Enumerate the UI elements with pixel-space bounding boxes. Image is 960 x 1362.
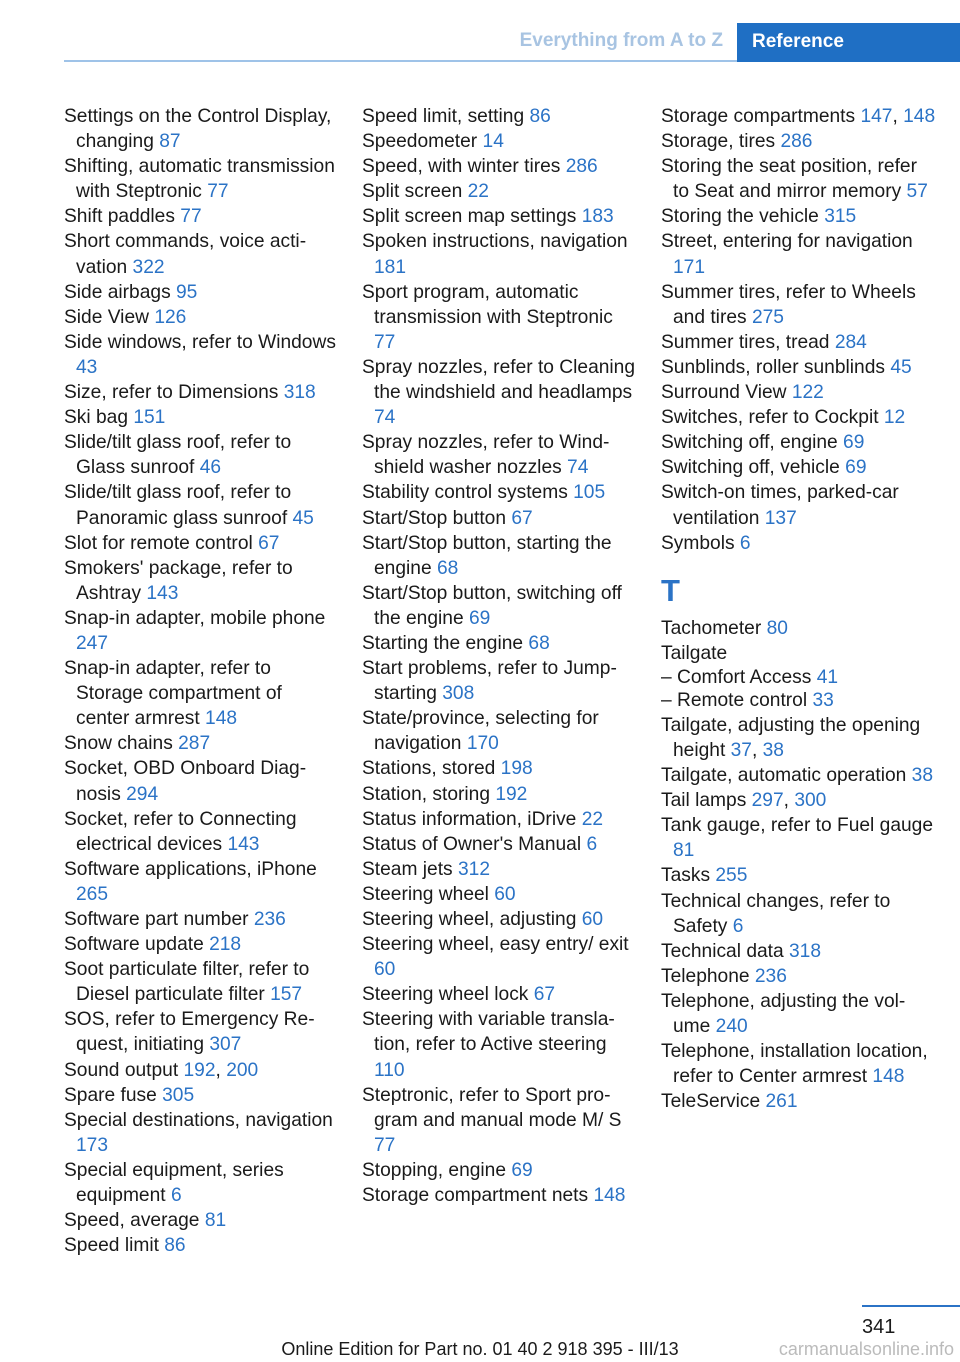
page-link[interactable]: 22 [467,181,489,203]
page-link[interactable]: 38 [762,739,784,761]
index-entry [362,280,637,355]
page-link[interactable]: 77 [180,206,202,228]
index-term: Special equipment, series equipment [64,1159,284,1207]
edition-note: Online Edition for Part no. 01 40 2 918 395 - III/13 [281,1339,679,1359]
index-entry [64,556,339,606]
page-link[interactable]: 80 [766,617,788,639]
page-link[interactable]: 147 [860,106,893,127]
page-link[interactable]: 67 [511,507,533,529]
index-term: Spoken instructions, navigation [362,231,628,253]
page-separator: , [783,790,795,812]
index-term: Ski bag [64,407,134,429]
page-link[interactable]: 236 [253,909,286,930]
page-link[interactable]: 77 [207,181,229,203]
index-entry [64,380,339,405]
index-term: SOS, refer to Emergency Request, initiating [64,1009,315,1056]
index-entry [362,807,637,832]
index-entry [661,641,936,666]
page-link[interactable]: 68 [436,557,459,579]
index-term: Spray nozzles, refer to Cleaning the windshield and headlamps [362,356,636,404]
index-entry [661,788,936,813]
index-entry [362,907,637,932]
section-title: Everything from A to Z [519,30,723,51]
index-term: Tasks [661,865,716,887]
index-entry [64,154,339,204]
index-entry [661,204,936,229]
index-term: Storing the vehicle [661,206,825,228]
index-entry [64,305,339,330]
page-link[interactable]: 87 [159,131,181,153]
page-link[interactable]: 315 [824,206,857,228]
page-link[interactable]: 86 [529,106,551,127]
index-term: Tail lamps [661,790,752,812]
page-link[interactable]: 126 [154,306,187,328]
index-entry [661,531,936,556]
page-link[interactable]: 122 [791,382,824,404]
index-entry [362,204,637,229]
index-term: Short commands, voice activation [64,231,307,278]
page-link[interactable]: 287 [178,733,211,755]
index-entry [64,1208,339,1233]
page-link[interactable]: 294 [126,783,159,805]
index-term: Steering wheel lock [362,984,534,1006]
page-link[interactable]: 69 [511,1159,533,1181]
index-term: Tailgate, automatic operation [661,765,912,787]
page-link[interactable]: 95 [176,281,198,303]
page-link[interactable]: 57 [906,181,928,203]
page-link[interactable]: 60 [494,883,516,905]
index-term: Sunblinds, roller sunblinds [661,356,891,378]
index-entry [362,1083,637,1158]
page-link[interactable]: 200 [226,1059,259,1081]
index-entry [64,330,339,380]
page-link[interactable]: 60 [374,959,396,981]
index-term: Storage compartments [661,106,861,127]
index-term: Telephone, installation location, refer to Center armrest [661,1041,928,1088]
index-term: Special destinations, navigation [64,1109,333,1131]
index-entry [362,506,637,531]
page-link[interactable]: 157 [270,984,303,1006]
page-separator: , [215,1059,227,1081]
index-entry [661,455,936,480]
index-term: Slide/tilt glass roof, refer to Panoramic glass sunroof [64,482,293,529]
index-entry [362,154,637,179]
page-link[interactable]: 265 [76,883,109,905]
index-term: Tailgate, adjusting the opening height [661,714,921,761]
index-entry [64,104,339,154]
page-link[interactable]: 173 [76,1134,109,1156]
index-term: Symbols [661,532,740,554]
index-entry [64,405,339,430]
index-term: Storage, tires [661,131,781,153]
chapter-tab: Reference [737,23,960,62]
page-link[interactable]: 312 [457,858,490,880]
index-entry [661,430,936,455]
index-entry [64,756,339,806]
index-entry [64,857,339,907]
page-link[interactable]: 148 [872,1066,905,1088]
index-term: Start problems, refer to Jump-starting [362,658,617,705]
index-term: Surround View [661,382,792,404]
index-entry [661,889,936,939]
page-link[interactable]: 307 [209,1034,242,1056]
index-entry [661,1089,936,1114]
page-link[interactable]: 255 [715,865,748,887]
page-link[interactable]: 69 [845,457,867,479]
index-term: Steam jets [362,858,458,880]
index-entry [64,957,339,1007]
index-term: Speed limit [64,1235,165,1257]
index-term: Tailgate [661,642,728,664]
index-entry [64,807,339,857]
index-entry [661,380,936,405]
index-entry [362,229,637,279]
index-term: Speed, average [64,1210,205,1232]
page-link[interactable]: 86 [164,1235,186,1257]
page-link[interactable]: 74 [374,407,396,429]
page-link[interactable]: 33 [812,690,834,712]
index-entry [64,280,339,305]
index-entry [362,882,637,907]
index-term: Technical changes, refer to Safety [661,890,891,937]
index-entry [661,330,936,355]
index-term: Steering with variable translation, refer to Active steering [362,1009,615,1056]
page-link[interactable]: 110 [374,1059,405,1081]
watermark: carmanualsonline.info [778,1339,954,1359]
index-term: Street, entering for navigation [661,231,913,253]
index-term: Stability control systems [362,482,574,504]
page-link[interactable]: 38 [911,765,933,787]
index-term: Steptronic, refer to Sport program and manual mode M/ S [362,1084,622,1131]
index-term: Station, storing [362,783,496,805]
index-term: Side airbags [64,281,176,303]
page-link[interactable]: 275 [751,306,784,328]
index-term: Split screen [362,181,468,203]
page-link[interactable]: 318 [789,940,822,962]
page-link[interactable]: 318 [283,382,316,404]
index-term: Summer tires, tread [661,331,835,353]
index-entry [64,531,339,556]
index-term: Slide/tilt glass roof, refer to Glass sunroof [64,432,292,479]
page-link[interactable]: 67 [258,532,280,554]
index-entry [362,480,637,505]
index-term: Snap-in adapter, refer to Storage compartment of center armrest [64,658,282,730]
index-term: TeleService [661,1091,766,1113]
page-link[interactable]: 170 [466,733,499,755]
page-number: 341 [862,1316,896,1338]
index-term: Switches, refer to Cockpit [661,407,884,429]
index-term: Start/Stop button, starting the engine [362,532,612,579]
page-link[interactable]: 69 [843,432,865,454]
index-term: Snap-in adapter, mobile phone [64,607,326,629]
index-term: Telephone, adjusting the volume [661,990,906,1037]
page-link[interactable]: 148 [593,1185,626,1207]
index-entry [64,430,339,480]
index-term: Shift paddles [64,206,181,228]
index-subentry [661,689,936,713]
index-subentry [661,666,936,690]
index-term: Split screen map settings [362,206,582,228]
index-entry [362,756,637,781]
index-term: – Comfort Access [661,666,817,688]
index-term: Steering wheel, easy entry/ exit [362,934,629,956]
index-term: Slot for remote control [64,532,259,554]
index-entry [661,939,936,964]
index-term: Socket, OBD Onboard Diagnosis [64,758,307,805]
page-link[interactable]: 74 [567,457,589,479]
page-link[interactable]: 45 [292,507,314,529]
page-link[interactable]: 247 [76,632,109,654]
index-term: Technical data [661,940,789,962]
page-link[interactable]: 171 [673,256,706,278]
index-entry [661,104,936,129]
index-entry [362,1007,637,1082]
page-link[interactable]: 67 [533,984,556,1006]
page-link[interactable]: 137 [764,507,797,529]
page-link[interactable]: 37 [730,739,752,761]
page-link[interactable]: 297 [751,790,784,812]
index-entry [661,355,936,380]
index-term: Start/Stop button [362,507,512,529]
index-entry [362,631,637,656]
index-entry [661,154,936,204]
index-term: Storing the seat position, refer to Seat and mirror memory [661,156,917,203]
page-link[interactable]: 43 [76,356,98,378]
index-entry [661,713,936,763]
index-term: Status information, iDrive [362,808,582,830]
index-entry [64,1158,339,1208]
index-entry [362,129,637,154]
index-term: Snow chains [64,733,179,755]
index-entry [661,129,936,154]
page-link[interactable]: 81 [204,1210,227,1232]
index-term: Side View [64,306,155,328]
page-link[interactable]: 308 [442,683,475,705]
index-column-2 [362,104,637,1208]
page-separator: , [751,739,763,761]
index-column-1 [64,104,339,1258]
index-entry [64,480,339,530]
index-term: Sound output [64,1059,184,1081]
page-link[interactable]: 6 [586,833,598,855]
page-link[interactable]: 6 [170,1185,182,1207]
page-link[interactable]: 22 [581,808,604,830]
page-link[interactable]: 192 [495,783,528,805]
index-entry [661,989,936,1039]
index-term: Status of Owner's Manual [362,833,587,855]
index-entry [362,982,637,1007]
page-link[interactable]: 236 [754,965,787,987]
page-link[interactable]: 105 [573,482,606,504]
index-entry [64,606,339,656]
page-link[interactable]: 300 [794,790,827,812]
index-entry [661,763,936,788]
page-link[interactable]: 68 [528,632,550,654]
index-term: Stations, stored [362,758,501,780]
index-term: State/province, selecting for navigation [362,708,599,755]
page-link[interactable]: 192 [183,1059,216,1081]
index-entry [661,863,936,888]
index-entry [362,531,637,581]
index-entry [661,405,936,430]
index-entry [64,1233,339,1258]
index-term: Software applications, iPhone [64,858,317,880]
index-term: Speed limit, setting [362,106,530,127]
index-term: Tank gauge, refer to Fuel gauge [661,815,934,837]
index-term: Software update [64,934,210,956]
index-entry [661,1039,936,1089]
page-link[interactable]: 12 [883,407,906,429]
index-term: Stopping, engine [362,1159,512,1181]
index-entry [64,1058,339,1083]
index-term: Spray nozzles, refer to Windshield washer nozzles [362,432,610,479]
index-term: Smokers' package, refer to Ashtray [64,557,293,604]
page-link[interactable]: 218 [209,934,242,956]
index-entry [64,1083,339,1108]
index-term: Settings on the Control Display, changing [64,106,332,153]
page-link[interactable]: 148 [205,708,238,730]
index-term: Telephone [661,965,755,987]
index-entry [64,907,339,932]
index-term: Socket, refer to Connecting electrical devices [64,808,297,855]
index-term: Size, refer to Dimensions [64,382,284,404]
index-entry [362,857,637,882]
index-entry [362,430,637,480]
page-link[interactable]: 322 [132,256,165,278]
index-entry [661,280,936,330]
page-link[interactable]: 305 [162,1084,195,1106]
index-term: Summer tires, refer to Wheels and tires [661,281,916,328]
index-entry [661,616,936,641]
index-term: Switch-on times, parked-car ventilation [661,482,899,529]
index-entry [362,1158,637,1183]
index-entry [362,932,637,982]
index-entry [661,229,936,279]
index-term: Speedometer [362,131,483,153]
index-term: Start/Stop button, switching off the engine [362,582,622,629]
page-link[interactable]: 284 [834,331,867,353]
index-entry [661,964,936,989]
page-link[interactable]: 286 [780,131,813,153]
index-entry [362,656,637,706]
index-term: Sport program, automatic transmission with Steptronic [362,281,613,328]
index-term: Steering wheel, adjusting [362,909,582,930]
index-entry [661,813,936,863]
index-entry [362,104,637,129]
page-link[interactable]: 181 [374,256,407,278]
index-term: Starting the engine [362,632,529,654]
page-link[interactable]: 6 [739,532,751,554]
index-term: Speed, with winter tires [362,156,566,178]
index-entry [362,706,637,756]
page-link[interactable]: 183 [581,206,614,228]
index-term: Spare fuse [64,1084,163,1106]
page-link[interactable]: 261 [765,1091,798,1113]
index-term: Tachometer [661,617,767,639]
index-term: Shifting, automatic transmission with Steptronic [64,156,335,203]
page-link[interactable]: 60 [581,909,604,930]
index-entry [64,1108,339,1158]
page-link[interactable]: 240 [715,1016,748,1037]
index-entry [661,480,936,530]
page-link[interactable]: 41 [816,666,839,688]
page-link[interactable]: 77 [374,1134,396,1156]
index-entry [64,204,339,229]
page-link[interactable]: 69 [468,607,491,629]
page-link[interactable]: 151 [133,407,166,429]
index-entry [64,932,339,957]
index-term: Software part number [64,909,254,930]
index-entry [362,1183,637,1208]
page-link[interactable]: 46 [199,457,222,479]
page-link[interactable]: 14 [482,131,504,153]
index-entry [362,782,637,807]
index-term: Steering wheel [362,883,495,905]
page-link[interactable]: 77 [374,331,396,353]
page-link[interactable]: 143 [146,582,179,604]
index-entry [64,1007,339,1057]
page-link[interactable]: 143 [227,833,260,855]
index-entry [64,229,339,279]
index-entry [362,832,637,857]
index-term: Side windows, refer to Windows [64,331,336,353]
page-separator: , [892,106,904,127]
index-entry [362,581,637,631]
index-entry [64,656,339,731]
index-entry [362,179,637,204]
index-term: – Remote control [661,690,813,712]
page-link[interactable]: 45 [890,356,912,378]
index-column-3 [661,104,936,1114]
footer-rule [862,1305,960,1307]
index-letter-heading: T [661,572,680,608]
page-link[interactable]: 286 [565,156,598,178]
page-link[interactable]: 148 [903,106,936,127]
index-entry [64,731,339,756]
index-term: Soot particulate filter, refer to Diesel particulate filter [64,959,310,1006]
page-link[interactable]: 6 [732,915,744,937]
index-entry [362,355,637,430]
page-link[interactable]: 198 [500,758,533,780]
index-term: Switching off, vehicle [661,457,846,479]
index-term: Switching off, engine [661,432,844,454]
page-link[interactable]: 81 [673,840,695,862]
index-term: Storage compartment nets [362,1185,594,1207]
